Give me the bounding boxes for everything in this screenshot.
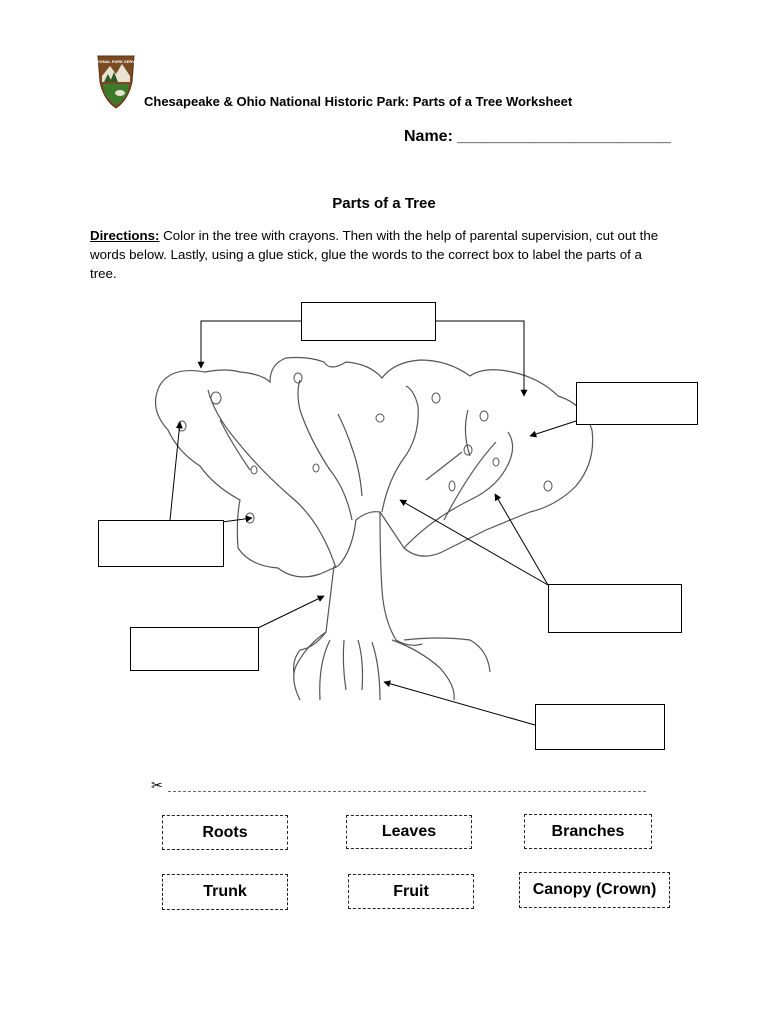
header-title: Chesapeake & Ohio National Historic Park: Parts of a Tree Worksheet xyxy=(144,94,573,109)
cut-word-leaves[interactable]: Leaves xyxy=(346,815,472,849)
tree-trunk-outline xyxy=(300,512,422,650)
cut-word-canopy-crown[interactable]: Canopy (Crown) xyxy=(519,872,670,908)
label-box-leaves[interactable] xyxy=(576,382,698,425)
worksheet-title: Parts of a Tree xyxy=(332,195,436,212)
directions-label: Directions: xyxy=(90,228,160,243)
logo-text: NATIONAL PARK SERVICE xyxy=(90,59,142,64)
cut-word-branches[interactable]: Branches xyxy=(524,814,652,849)
label-box-fruit[interactable] xyxy=(98,520,224,567)
label-box-trunk[interactable] xyxy=(130,627,259,671)
cut-line xyxy=(168,791,646,792)
label-box-roots[interactable] xyxy=(535,704,665,750)
cut-word-trunk[interactable]: Trunk xyxy=(162,874,288,910)
scissors-icon: ✂ xyxy=(151,777,163,793)
cut-word-roots[interactable]: Roots xyxy=(162,815,288,850)
label-box-canopy[interactable] xyxy=(301,302,436,341)
tree-roots-outline xyxy=(294,632,490,700)
label-box-branches[interactable] xyxy=(548,584,682,633)
name-field[interactable]: Name: ________________________ xyxy=(404,128,671,145)
directions-text: Color in the tree with crayons. Then with the help of parental supervision, cut out the words below. Lastly, using a glue stick, glue the words to the correct box to label the parts of a tree. xyxy=(90,228,659,281)
cut-word-fruit[interactable]: Fruit xyxy=(348,874,474,909)
fruit-spots xyxy=(178,373,552,523)
